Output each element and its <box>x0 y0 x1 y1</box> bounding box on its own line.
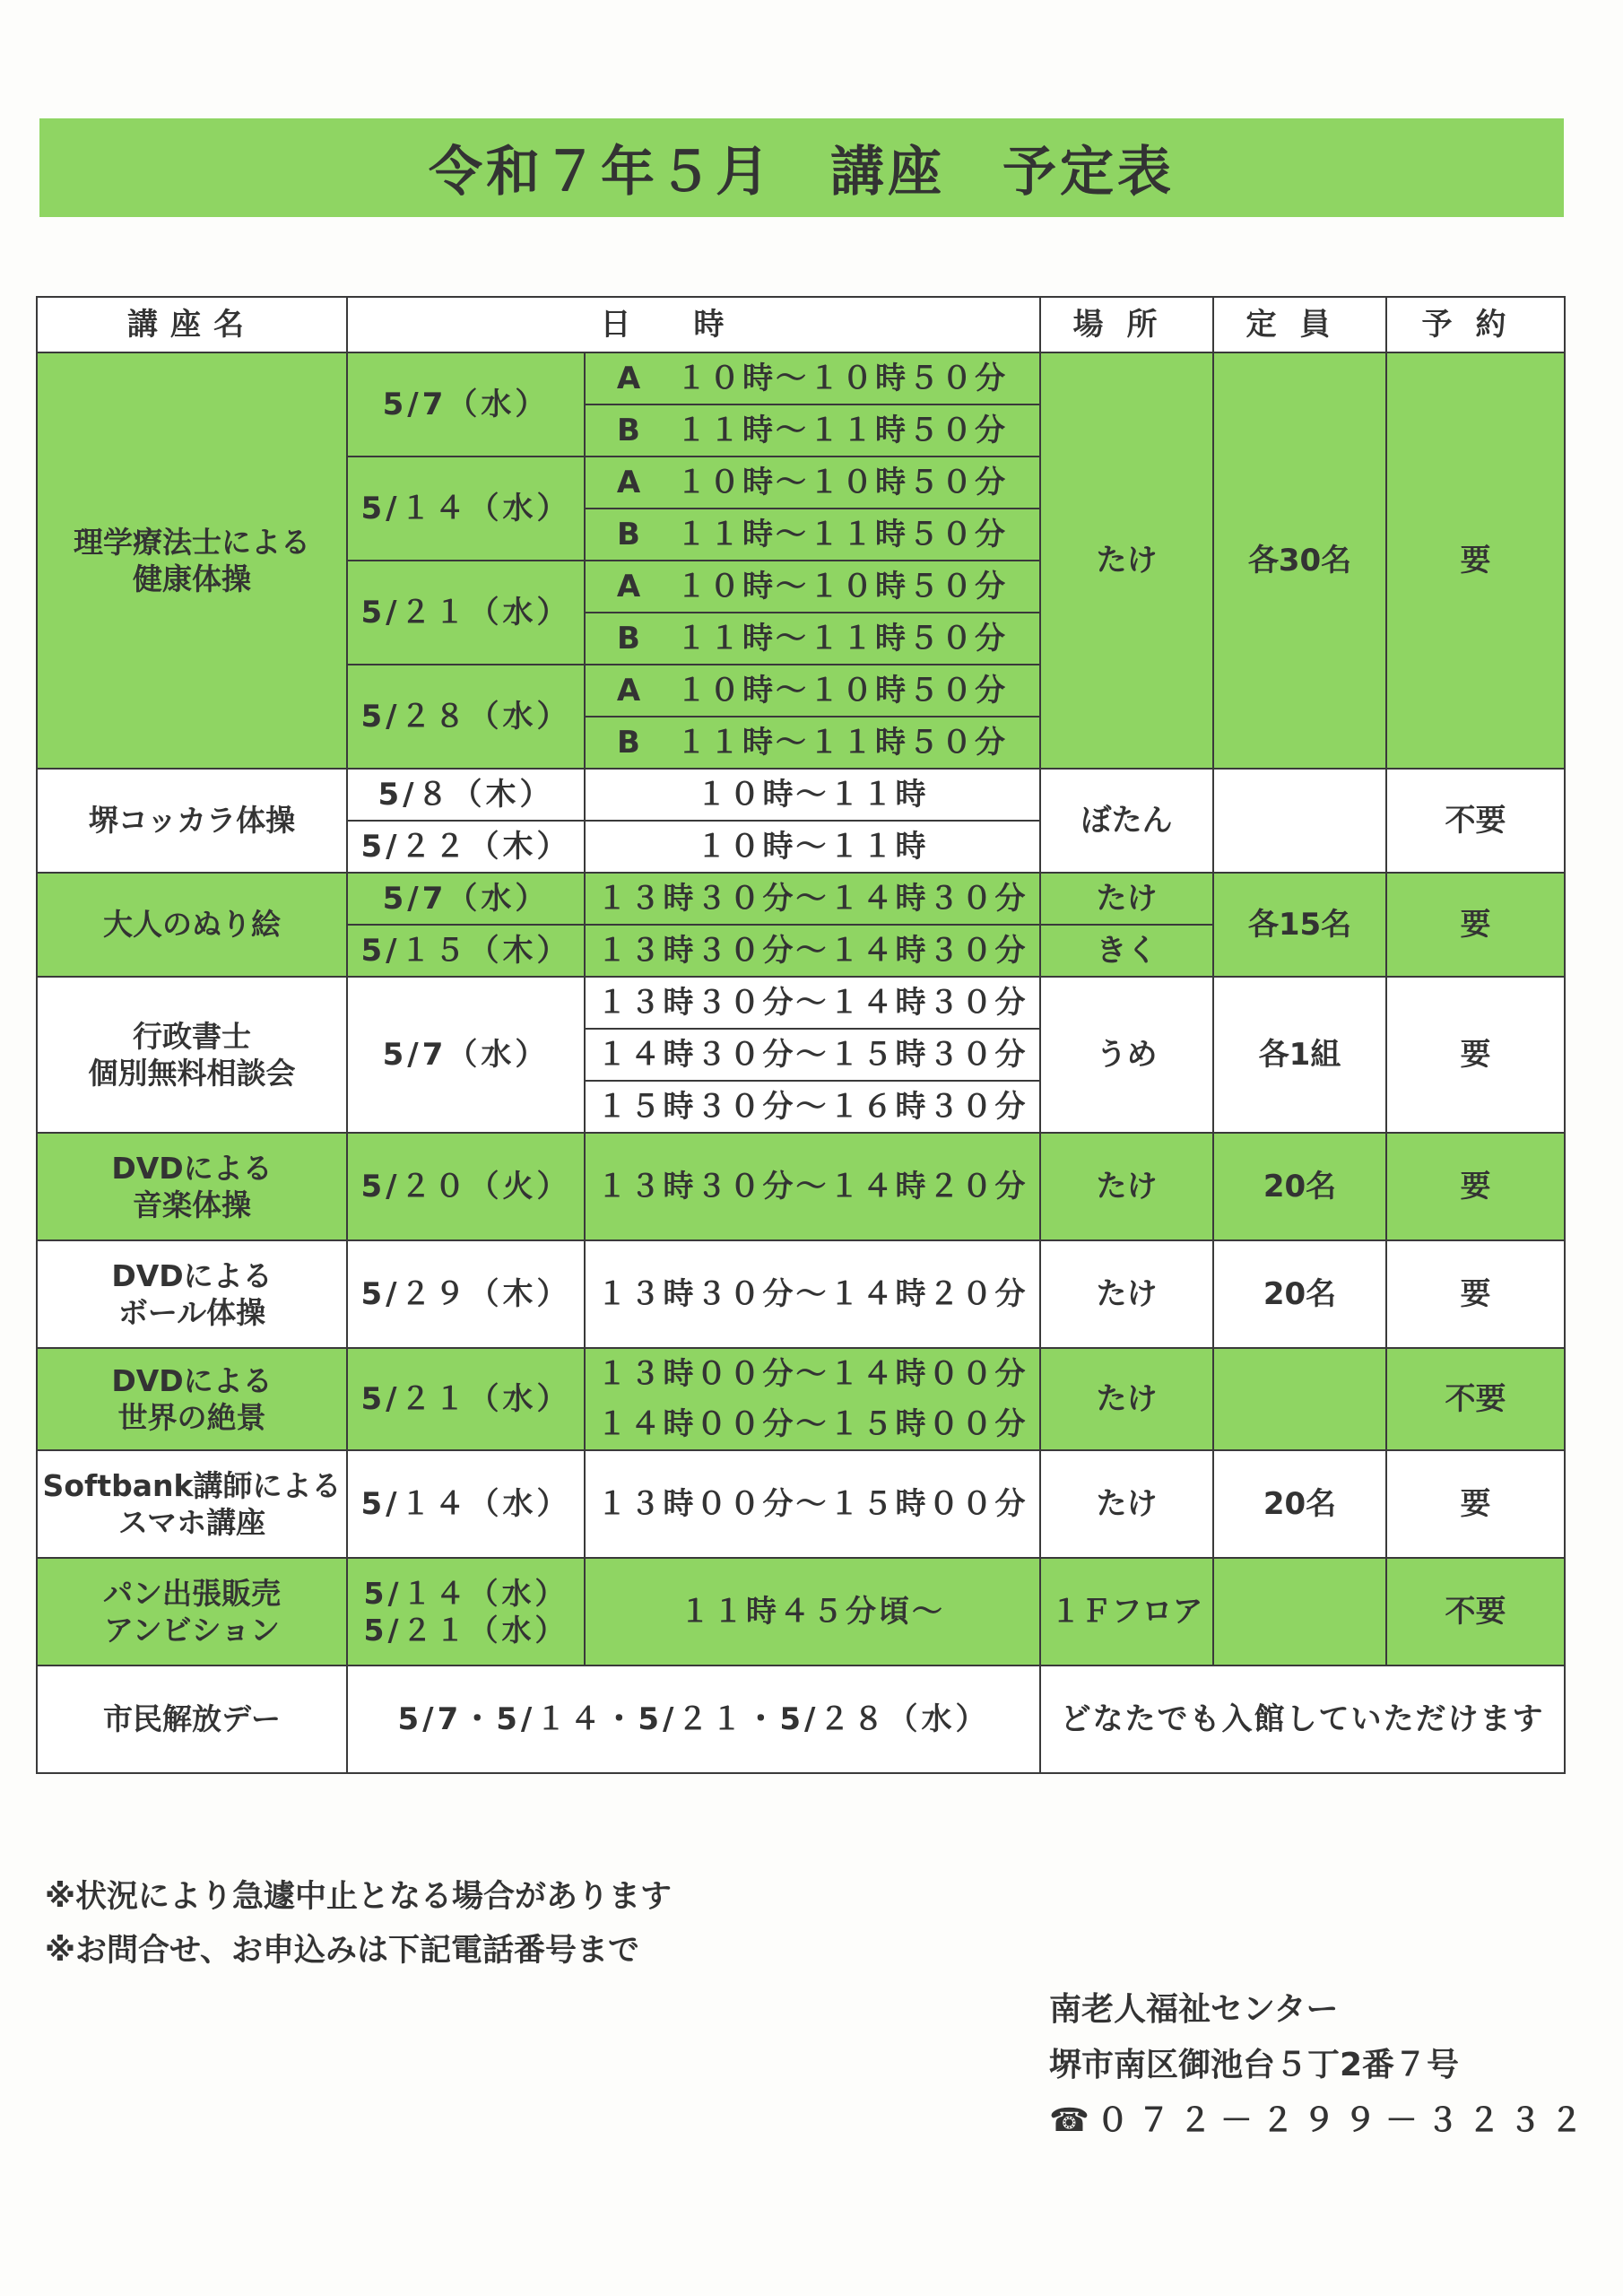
course-time: A １０時～１０時５０分 <box>585 665 1040 717</box>
course-time: １３時３０分～１４時３０分 <box>585 977 1040 1029</box>
table-row <box>37 1240 1565 1348</box>
course-time: A １０時～１０時５０分 <box>585 457 1040 509</box>
course-capacity <box>1213 1348 1386 1450</box>
course-time: １３時００分～１４時００分 <box>585 1348 1040 1399</box>
table-row <box>37 352 1565 404</box>
course-reservation: 不要 <box>1386 769 1565 873</box>
course-date: 5/１４（水） <box>347 457 585 561</box>
course-date: 5/２１（水） <box>347 561 585 665</box>
header-place: 場所 <box>1040 297 1213 352</box>
table-row <box>37 1558 1565 1665</box>
course-place: うめ <box>1040 977 1213 1133</box>
course-capacity: 各30名 <box>1213 352 1386 769</box>
course-capacity: 各15名 <box>1213 873 1386 977</box>
note-line: ※お問合せ、お申込みは下記電話番号まで <box>45 1933 639 1969</box>
course-time: １４時００分～１５時００分 <box>585 1399 1040 1450</box>
page-title: 令和７年５月 講座 予定表 <box>429 141 1175 204</box>
course-time: １３時３０分～１４時２０分 <box>585 1240 1040 1348</box>
course-time: B １１時～１１時５０分 <box>585 613 1040 665</box>
header-capacity: 定員 <box>1213 297 1386 352</box>
phone-line <box>1049 2093 1592 2149</box>
course-date: 5/7（水） <box>347 977 585 1133</box>
telephone-icon: ☎ <box>1049 2102 1089 2139</box>
course-capacity: 20名 <box>1213 1240 1386 1348</box>
course-date: 5/２８（水） <box>347 665 585 769</box>
course-reservation: 要 <box>1386 873 1565 977</box>
course-name: 大人のぬり絵 <box>37 873 347 977</box>
table-row <box>37 769 1565 821</box>
course-time: １３時３０分～１４時３０分 <box>585 873 1040 925</box>
course-capacity <box>1213 1558 1386 1665</box>
course-time: A １０時～１０時５０分 <box>585 352 1040 404</box>
course-capacity: 20名 <box>1213 1450 1386 1558</box>
course-name: DVDによる 世界の絶景 <box>37 1348 347 1450</box>
course-date: 5/２０（火） <box>347 1133 585 1240</box>
course-time: １５時３０分～１６時３０分 <box>585 1081 1040 1133</box>
schedule-table <box>36 296 1566 1774</box>
course-capacity: 20名 <box>1213 1133 1386 1240</box>
course-name: 行政書士 個別無料相談会 <box>37 977 347 1133</box>
header-datetime: 日時 <box>347 297 1040 352</box>
course-place: たけ <box>1040 1133 1213 1240</box>
course-date: 5/２９（木） <box>347 1240 585 1348</box>
org-name: 南老人福祉センター <box>1049 1991 1339 2028</box>
course-name: 市民解放デー <box>37 1665 347 1773</box>
table-row <box>37 977 1565 1029</box>
course-place: きく <box>1040 925 1213 977</box>
phone-number: ０７２－２９９－３２３２ <box>1096 2102 1592 2139</box>
notes <box>45 1870 672 1978</box>
header-reservation: 予約 <box>1386 297 1565 352</box>
course-time: １０時～１１時 <box>585 821 1040 873</box>
course-name: DVDによる ボール体操 <box>37 1240 347 1348</box>
course-time: B １１時～１１時５０分 <box>585 404 1040 457</box>
course-capacity <box>1213 769 1386 873</box>
course-reservation: 要 <box>1386 1240 1565 1348</box>
course-name: Softbank講師による スマホ講座 <box>37 1450 347 1558</box>
course-time: A １０時～１０時５０分 <box>585 561 1040 613</box>
course-name: DVDによる 音楽体操 <box>37 1133 347 1240</box>
course-date: 5/２２（木） <box>347 821 585 873</box>
table-row <box>37 1450 1565 1558</box>
table-row <box>37 873 1565 925</box>
course-capacity: 各1組 <box>1213 977 1386 1133</box>
course-place: ぼたん <box>1040 769 1213 873</box>
course-time: １０時～１１時 <box>585 769 1040 821</box>
course-place: たけ <box>1040 1348 1213 1450</box>
course-time: １３時３０分～１４時２０分 <box>585 1133 1040 1240</box>
title-banner <box>39 118 1564 217</box>
table-row <box>37 1665 1565 1773</box>
course-reservation: 要 <box>1386 977 1565 1133</box>
table-row <box>37 1348 1565 1399</box>
course-date: 5/１４（水） <box>347 1450 585 1558</box>
course-place: たけ <box>1040 873 1213 925</box>
course-time: １３時００分～１５時００分 <box>585 1450 1040 1558</box>
course-place: たけ <box>1040 352 1213 769</box>
course-reservation: 要 <box>1386 1450 1565 1558</box>
table-row <box>37 1133 1565 1240</box>
course-time: １３時３０分～１４時３０分 <box>585 925 1040 977</box>
course-place: １Ｆフロア <box>1040 1558 1213 1665</box>
course-reservation: 要 <box>1386 352 1565 769</box>
open-days: 5/7・5/１４・5/２１・5/２８（水） <box>347 1665 1040 1773</box>
course-name: パン出張販売 アンビション <box>37 1558 347 1665</box>
course-place: たけ <box>1040 1240 1213 1348</box>
course-date: 5/１４（水） 5/２１（水） <box>347 1558 585 1665</box>
course-reservation: 不要 <box>1386 1558 1565 1665</box>
course-date: 5/１５（木） <box>347 925 585 977</box>
contact-block <box>1049 1982 1592 2149</box>
course-date: 5/7（水） <box>347 352 585 457</box>
course-date: 5/7（水） <box>347 873 585 925</box>
course-time: B １１時～１１時５０分 <box>585 509 1040 561</box>
course-time: １１時４５分頃～ <box>585 1558 1040 1665</box>
course-name: 理学療法士による 健康体操 <box>37 352 347 769</box>
note-line: ※状況により急遽中止となる場合があります <box>45 1879 673 1915</box>
open-day-note: どなたでも入館していただけます <box>1040 1665 1565 1773</box>
course-reservation: 要 <box>1386 1133 1565 1240</box>
course-place: たけ <box>1040 1450 1213 1558</box>
table-header-row <box>37 297 1565 352</box>
course-time: １４時３０分～１５時３０分 <box>585 1029 1040 1081</box>
course-date: 5/２１（水） <box>347 1348 585 1450</box>
address: 堺市南区御池台５丁2番７号 <box>1049 2047 1460 2083</box>
header-name: 講座名 <box>37 297 347 352</box>
course-name: 堺コッカラ体操 <box>37 769 347 873</box>
course-time: B １１時～１１時５０分 <box>585 717 1040 769</box>
course-reservation: 不要 <box>1386 1348 1565 1450</box>
course-date: 5/８（木） <box>347 769 585 821</box>
